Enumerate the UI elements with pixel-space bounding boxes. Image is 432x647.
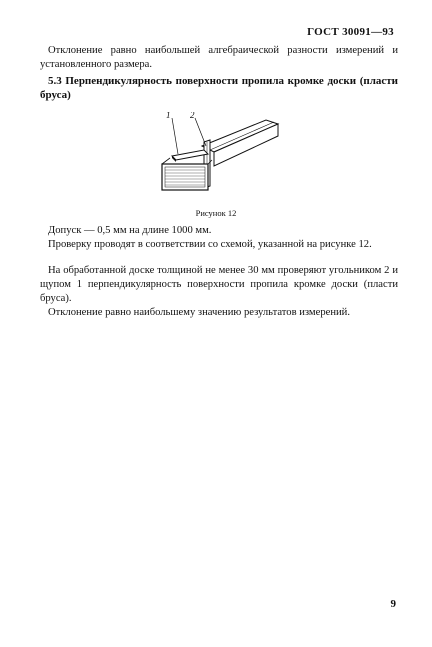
figure-caption: Рисунок 12	[195, 208, 237, 218]
paragraph-deviation-definition: Отклонение равно наибольшей алгебраической разности измерений и установленного размера.	[40, 45, 398, 70]
paragraph-deviation-result: Отклонение равно наибольшему значению результатов измерений.	[48, 307, 350, 318]
paragraph-check-method: На обработанной доске толщиной не менее 30 мм проверяют угольником 2 и щупом 1 перпендикулярность поверхности пропила кромке доски (пласти бруса).	[40, 265, 398, 304]
page-number: 9	[390, 598, 396, 610]
paragraph-verification: Проверку проводят в соответствии со схемой, указанной на рисунке 12.	[48, 239, 372, 250]
figure-12-diagram	[150, 112, 280, 208]
section-heading-5-3: 5.3 Перпендикулярность поверхности пропила кромке доски (пласти бруса)	[40, 75, 398, 101]
paragraph-tolerance: Допуск — 0,5 мм на длине 1000 мм.	[48, 225, 212, 236]
figure-callout-2: 2	[190, 112, 195, 120]
figure-callout-1: 1	[166, 112, 171, 120]
document-code-header: ГОСТ 30091—93	[307, 26, 394, 38]
